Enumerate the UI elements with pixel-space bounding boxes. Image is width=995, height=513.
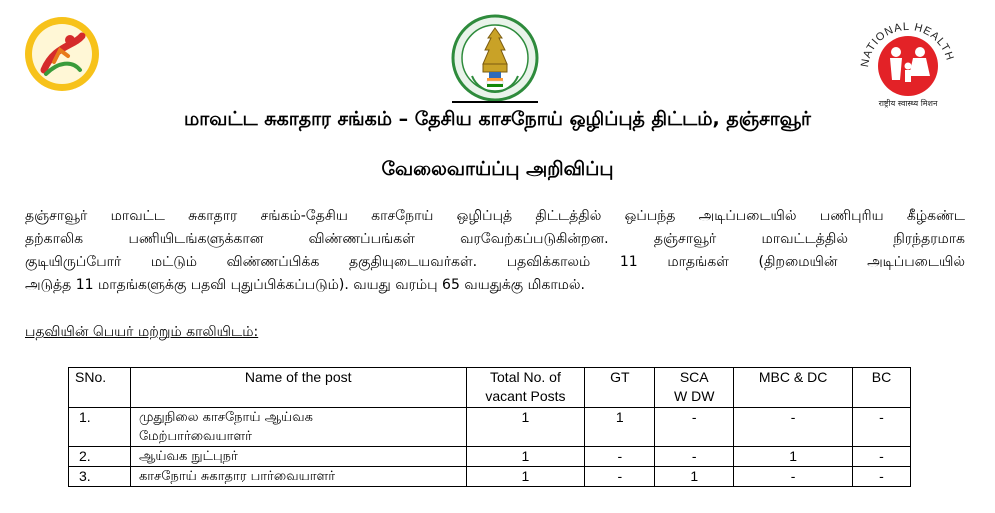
header-sno: SNo.: [69, 368, 131, 408]
row-sca: -: [655, 447, 734, 467]
header-sca: SCA W DW: [655, 368, 734, 408]
row-total: 1: [466, 447, 585, 467]
intro-line: குடியிருப்போர் மட்டும் விண்ணப்பிக்க தகுதியுடையவர்கள். பதவிக்காலம் 11 மாதங்கள் (திறமையின் அடிப்படையில்: [25, 254, 965, 270]
nhm-hindi-text: राष्ट्रीय स्वास्थ्य मिशन: [878, 99, 938, 108]
intro-line: தற்காலிக பணியிடங்களுக்கான விண்ணப்பங்கள் வரவேற்கப்படுகின்றன. தஞ்சாவூர் மாவட்டத்தில் நிரந்தரமாக: [25, 231, 965, 247]
nhm-logo: [850, 8, 966, 108]
tamil-nadu-emblem-icon: [450, 14, 540, 104]
header-post-name: Name of the post: [130, 368, 466, 408]
row-gt: 1: [585, 408, 655, 447]
row-mbc: 1: [734, 447, 853, 467]
row-sno: 1.: [69, 408, 131, 447]
row-post-name: முதுநிலை காசநோய் ஆய்வக மேற்பார்வையாளர்: [130, 408, 466, 447]
row-sca: -: [655, 408, 734, 447]
row-sno: 2.: [69, 447, 131, 467]
table-row: [69, 447, 911, 467]
emblem-underline: [452, 101, 538, 103]
row-mbc: -: [734, 408, 853, 447]
organization-title: மாவட்ட சுகாதார சங்கம் – தேசிய காசநோய் ஒழிப்புத் திட்டம், தஞ்சாவூர்: [184, 108, 811, 130]
vacancy-table: [68, 367, 911, 487]
row-gt: -: [585, 447, 655, 467]
header-gt: GT: [585, 368, 655, 408]
row-post-name: ஆய்வக நுட்புநர்: [130, 447, 466, 467]
intro-line: தஞ்சாவூர் மாவட்ட சுகாதார சங்கம்-தேசிய காசநோய் ஒழிப்புத் திட்டத்தில் ஒப்பந்த அடிப்படையில் பணிபுரிய கீழ்கண்ட: [25, 208, 965, 224]
vacancy-section-heading: பதவியின் பெயர் மற்றும் காலியிடம்:: [25, 324, 259, 340]
table-header-row: [69, 368, 911, 408]
national-health-mission-logo-icon: [850, 8, 966, 108]
intro-paragraph: [25, 205, 965, 297]
row-sca: 1: [655, 467, 734, 487]
tb-free-logo: [24, 16, 100, 92]
nhm-logo-text: NATIONAL HEALTH: [858, 20, 956, 68]
row-sno: 3.: [69, 467, 131, 487]
table-row: [69, 408, 911, 447]
row-bc: -: [853, 467, 911, 487]
tamil-nadu-emblem: [450, 14, 540, 104]
tb-free-india-logo-icon: [24, 16, 100, 92]
row-bc: -: [853, 408, 911, 447]
row-total: 1: [466, 467, 585, 487]
header-total-vacant: Total No. of vacant Posts: [466, 368, 585, 408]
intro-line: அடுத்த 11 மாதங்களுக்கு பதவி புதுப்பிக்கப்படும்). வயது வரம்பு 65 வயதுக்கு மிகாமல்.: [25, 277, 585, 293]
row-gt: -: [585, 467, 655, 487]
row-bc: -: [853, 447, 911, 467]
row-mbc: -: [734, 467, 853, 487]
recruitment-notice-title: வேலைவாய்ப்பு அறிவிப்பு: [381, 158, 614, 180]
row-total: 1: [466, 408, 585, 447]
row-post-name: காசநோய் சுகாதார பார்வையாளர்: [130, 467, 466, 487]
header-mbc: MBC & DC: [734, 368, 853, 408]
header-bc: BC: [853, 368, 911, 408]
table-row: [69, 467, 911, 487]
